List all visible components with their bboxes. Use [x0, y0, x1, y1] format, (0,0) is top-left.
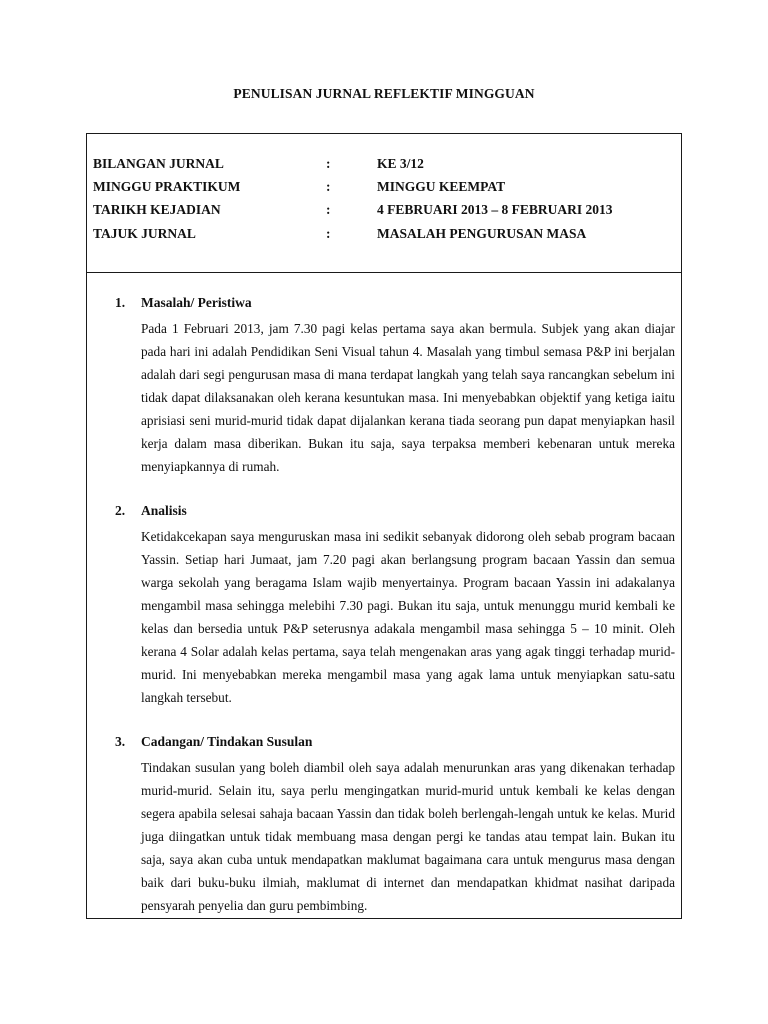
section-analisis	[115, 503, 675, 709]
info-colon: :	[326, 179, 331, 194]
section-heading	[115, 295, 675, 317]
section-text: Pada 1 Februari 2013, jam 7.30 pagi kelas pertama saya akan bermula. Subjek yang akan diajar pada hari ini adalah Pendidikan Seni Visual tahun 4. Masalah yang timbul semasa P&P ini berjalan adalah dari segi pengurusan masa di mana terdapat langkah yang telah saya rancangkan sebelum ini tidak dapat dilaksanakan oleh kerana kesuntukan masa. Ini menyebabkan objektif yang ketiga iaitu aprisiasi seni murid-murid tidak dapat dijalankan kerana tiada seorang pun dapat menyiapkan hasil kerja dalam masa diberikan. Bukan itu saja, saya terpaksa memberi kebenaran untuk mereka menyiapkannya di rumah.	[141, 321, 675, 474]
section-number: 3.	[115, 734, 126, 749]
section-heading	[115, 734, 675, 756]
info-colon: :	[326, 202, 331, 217]
info-colon: :	[326, 156, 331, 171]
info-row-tarikh	[93, 202, 673, 222]
section-text: Ketidakcekapan saya menguruskan masa ini sedikit sebanyak didorong oleh sebab program bacaan Yassin. Setiap hari Jumaat, jam 7.20 pagi akan berlangsung program bacaan Yassin dan semua warga sekolah yang beragama Islam wajib menyertainya. Program bacaan Yassin ini adakalanya mengambil masa sehingga melebihi 7.30 pagi. Bukan itu saja, untuk menunggu murid kembali ke kelas dan bersedia untuk P&P seterusnya adakala mengambil masa sehingga 5 – 10 minit. Oleh kerana 4 Solar adalah kelas pertama, saya telah mengenakan aras yang agak tinggi terhadap murid-murid. Ini menyebabkan mereka mengambil masa yang agak lama untuk menyiapkan satu-satu langkah tersebut.	[141, 529, 675, 705]
journal-info-box	[87, 134, 681, 273]
journal-frame	[86, 133, 682, 919]
info-colon: :	[326, 226, 331, 241]
info-value: 4 FEBRUARI 2013 – 8 FEBRUARI 2013	[377, 202, 613, 217]
section-title: Cadangan/ Tindakan Susulan	[141, 734, 313, 749]
section-cadangan	[115, 734, 675, 917]
info-value: MINGGU KEEMPAT	[377, 179, 506, 194]
info-row-tajuk	[93, 226, 673, 246]
info-label: MINGGU PRAKTIKUM	[93, 179, 241, 194]
section-title: Masalah/ Peristiwa	[141, 295, 252, 310]
section-title: Analisis	[141, 503, 187, 518]
info-label: TAJUK JURNAL	[93, 226, 196, 241]
section-number: 1.	[115, 295, 126, 310]
info-label: TARIKH KEJADIAN	[93, 202, 221, 217]
info-value: MASALAH PENGURUSAN MASA	[377, 226, 587, 241]
section-number: 2.	[115, 503, 126, 518]
info-value: KE 3/12	[377, 156, 424, 171]
page-title: PENULISAN JURNAL REFLEKTIF MINGGUAN	[233, 86, 535, 101]
section-text: Tindakan susulan yang boleh diambil oleh saya adalah menurunkan aras yang dikenakan terhadap murid-murid. Selain itu, saya perlu mengingatkan murid-murid untuk kembali ke kelas dengan segera apabila selesai sahaja bacaan Yassin dan tidak boleh berlengah-lengah untuk ke kelas. Murid juga diingatkan untuk tidak membuang masa dengan pergi ke tandas atau tempat lain. Bukan itu saja, saya akan cuba untuk mendapatkan maklumat bagaimana cara untuk mengurus masa dengan baik dari buku-buku ilmiah, maklumat di internet dan mendapatkan khidmat nasihat daripada pensyarah penyelia dan guru pembimbing.	[141, 760, 675, 913]
info-label: BILANGAN JURNAL	[93, 156, 224, 171]
section-heading	[115, 503, 675, 525]
info-row-minggu	[93, 179, 673, 199]
info-row-bilangan	[93, 156, 673, 176]
section-masalah	[115, 295, 675, 478]
